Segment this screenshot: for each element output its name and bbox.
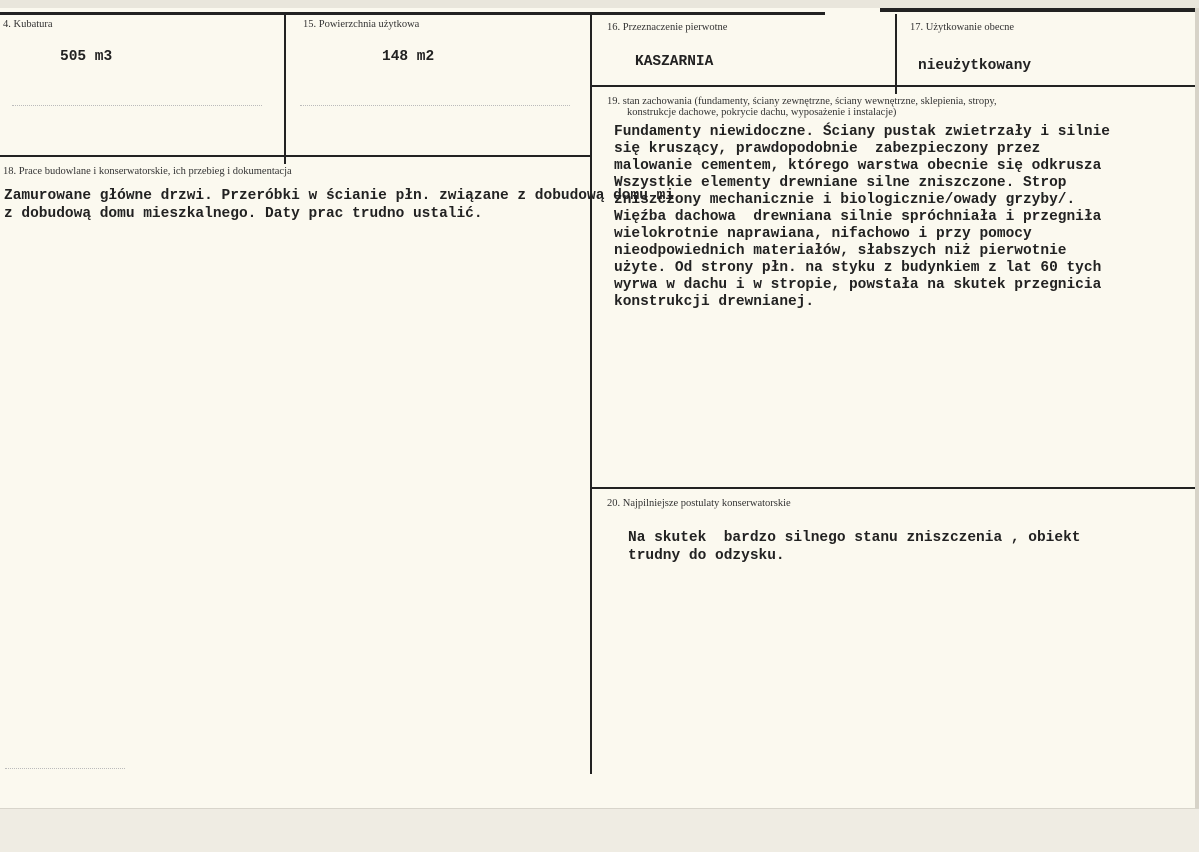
rule-under-stan [592,487,1199,489]
powierzchnia-label: 15. Powierzchnia użytkowa [303,19,420,30]
stan-line: wielokrotnie naprawiana, nifachowo i przy pomocy [614,226,1032,242]
stan-line: zniszczony mechanicznie i biologicznie/owady grzyby/. [614,192,1076,208]
przeznaczenie-value: KASZARNIA [635,54,714,70]
uzytkowanie-value: nieużytkowany [918,58,1032,74]
uzytkowanie-label: 17. Użytkowanie obecne [910,22,1015,33]
stan-line: użyte. Od strony płn. na styku z budynkiem z lat 60 tych [614,260,1102,276]
divider-kubatura [284,14,286,164]
stan-line: Fundamenty niewidoczne. Ściany pustak zwietrzały i silnie [614,124,1110,140]
stan-line: malowanie cementem, którego warstwa obecnie się odkrusza [614,158,1102,174]
dotted-guide-1 [12,105,262,106]
stan-text [614,124,1110,311]
kubatura-value: 505 m3 [60,49,113,65]
scan-bottom-margin [0,808,1199,852]
powierzchnia-value: 148 m2 [382,49,435,65]
stan-line: Więźba dachowa drewniana silnie spróchniała i przegniła [614,209,1102,225]
prace-line-1: Zamurowane główne drzwi. Przeróbki w ścianie płn. związane z dobudową domu mi [4,188,675,204]
divider-uzytkowanie [895,14,897,94]
przeznaczenie-label: 16. Przeznaczenie pierwotne [607,22,728,33]
divider-center [590,14,592,774]
kubatura-label: 4. Kubatura [3,19,53,30]
stan-label-line-1: 19. stan zachowania (fundamenty, ściany zewnętrzne, ściany wewnętrzne, sklepienia, stropy, [607,96,997,107]
stan-label-line-2: konstrukcje dachowe, pokrycie dachu, wyposażenie i instalacje) [627,107,897,118]
sheet-edge-shadow [1195,8,1199,808]
stan-line: się kruszący, prawdopodobnie zabezpieczony przez [614,141,1041,157]
stan-line: nieodpowiednich materiałów, słabszych niż pierwotnie [614,243,1067,259]
postulaty-line-2: trudny do odzysku. [628,548,785,564]
postulaty-label: 20. Najpilniejsze postulaty konserwatorskie [607,498,791,509]
top-border-left [0,12,825,15]
faint-guide-bottom [5,768,125,769]
prace-line-2: z dobudową domu mieszkalnego. Daty prac trudno ustalić. [4,206,483,222]
rule-under-przeznaczenie [592,85,1199,87]
record-card [0,8,1199,808]
postulaty-line-1: Na skutek bardzo silnego stanu zniszczenia , obiekt [628,530,1081,546]
stan-line: konstrukcji drewnianej. [614,294,815,310]
stan-line: wyrwa w dachu i w stropie, powstała na skutek przegnicia [614,277,1102,293]
dotted-guide-2 [300,105,570,106]
stan-line: Wszystkie elementy drewniane silne zniszczone. Strop [614,175,1067,191]
top-border-right [880,8,1199,12]
rule-under-kubatura [0,155,592,157]
prace-label: 18. Prace budowlane i konserwatorskie, ich przebieg i dokumentacja [3,166,292,177]
